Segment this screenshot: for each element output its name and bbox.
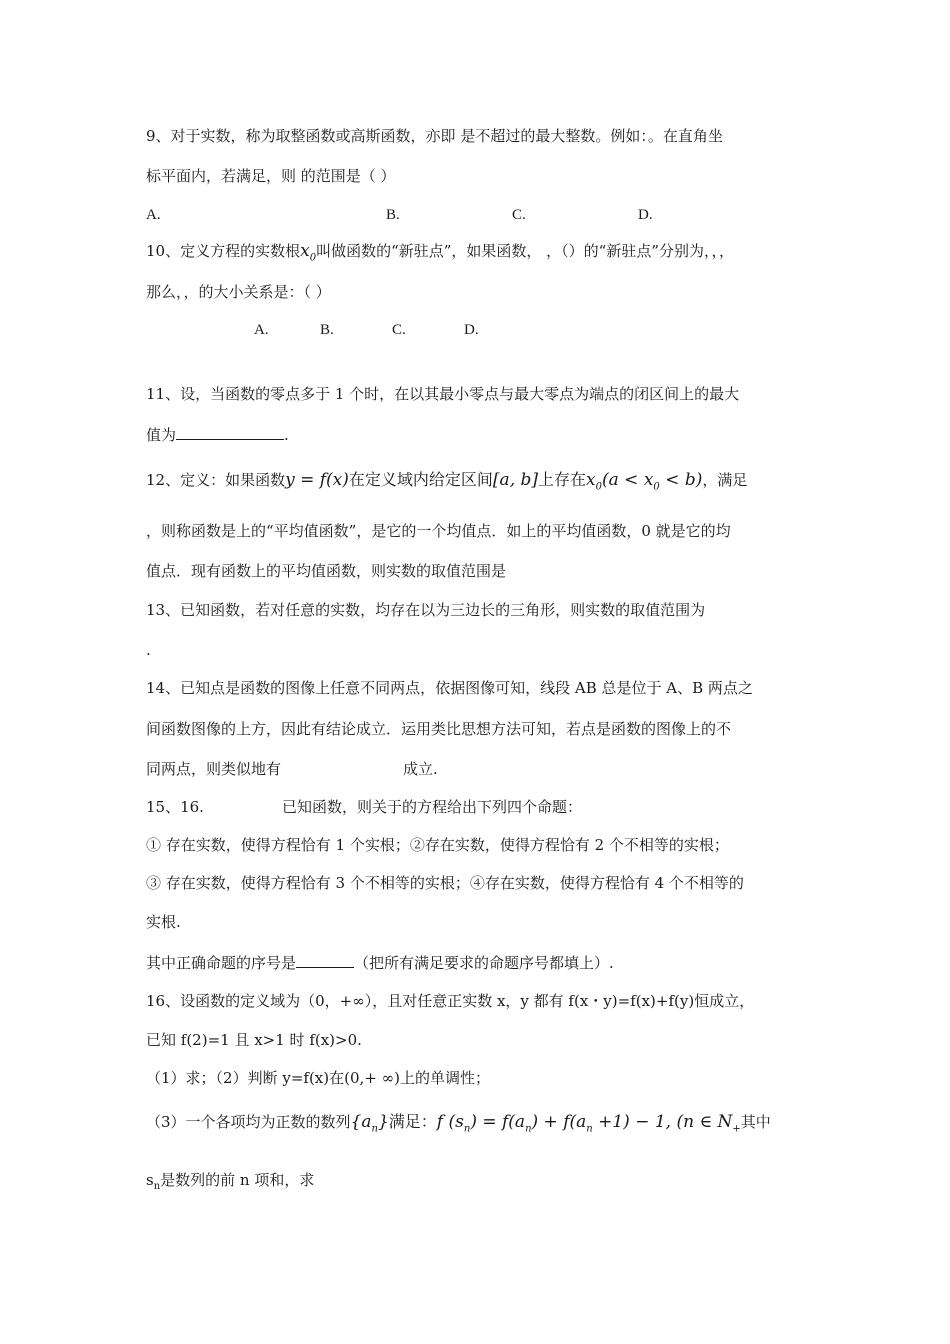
q11-line2-suffix: . — [284, 426, 289, 444]
q10-x0-sub: 0 — [309, 252, 317, 264]
q13-line1: 13、已知函数，若对任意的实数，均存在以为三边长的三角形，则实数的取值范围为 — [146, 601, 706, 619]
q15-propositions-line2: ③ 存在实数，使得方程恰有 3 个不相等的实根；④存在实数，使得方程恰有 4 个不相等的 — [146, 874, 744, 892]
q9-line2: 标平面内，若满足，则 的范围是（ ） — [146, 167, 396, 185]
q16-formula — [350, 1112, 741, 1135]
q16-line4-suffix: 其中 — [740, 1113, 771, 1131]
q12-suffix: ，满足 — [702, 471, 748, 489]
q16-line5-s: s — [146, 1171, 154, 1189]
q16-formula-seq-close: } — [377, 1112, 389, 1132]
q16-formula-eq-part2: ) = f(a — [470, 1112, 526, 1132]
q16-formula-eq-part1: f (s — [436, 1112, 464, 1132]
q12-formula-interval: [a, b] — [492, 470, 539, 490]
q13-line2: . — [146, 641, 151, 659]
q9-option-a: A. — [146, 207, 161, 223]
q12-formula-text2: 上存在 — [538, 470, 587, 489]
q12-line2: ，则称函数是上的“平均值函数”，是它的一个均值点．如上的平均值函数，0 就是它的均 — [146, 522, 731, 540]
q16-line2: 已知 f(2)=1 且 x>1 时 f(x)>0. — [146, 1031, 362, 1049]
q16-line4-prefix: （3）一个各项均为正数的数列 — [146, 1113, 351, 1131]
q15-propositions-line3: 实根. — [146, 913, 181, 931]
q12-formula — [285, 470, 703, 493]
q16-formula-eq-part4: +1) − 1, (n ∈ N — [592, 1112, 733, 1132]
q12-formula-func: y = f(x) — [285, 470, 349, 490]
q15-answer-blank[interactable] — [296, 951, 354, 968]
q12-formula-text1: 在定义域内给定区间 — [348, 470, 493, 489]
q10-option-c: C. — [392, 322, 406, 338]
q16-formula-equation — [436, 1112, 741, 1135]
q12-formula-x0-sub: 0 — [595, 481, 602, 493]
q12-formula-cond-sub: 0 — [653, 481, 660, 493]
q12-formula-x0-var: x — [586, 470, 596, 490]
q14-line3 — [146, 759, 438, 779]
q15-answer-line — [146, 951, 614, 973]
q14-line2: 间函数图像的上方，因此有结论成立．运用类比思想方法可知，若点是函数的图像上的不 — [146, 720, 732, 738]
q12-formula-x0 — [586, 470, 602, 493]
q9-option-b: B. — [386, 207, 400, 223]
q16-line3: （1）求；（2）判断 y=f(x)在(0,+ ∞)上的单调性； — [146, 1069, 490, 1087]
q16-formula-eq-part3: ) + f(a — [531, 1112, 587, 1132]
q15-propositions-line1: ① 存在实数，使得方程恰有 1 个实根；②存在实数，使得方程恰有 2 个不相等的实根； — [146, 836, 729, 854]
q10-x0 — [300, 241, 317, 264]
q11-line2 — [146, 423, 289, 445]
q16-line5-rest: 是数列的前 n 项和，求 — [160, 1171, 315, 1189]
q15-answer-prefix: 其中正确命题的序号是 — [146, 954, 297, 972]
q10-x0-var: x — [300, 241, 310, 261]
q10-option-a: A. — [254, 322, 269, 338]
q12-formula-cond-a: (a < x — [602, 470, 654, 490]
q12-line3: 值点．现有函数上的平均值函数，则实数的取值范围是 — [146, 562, 507, 580]
q12-line1 — [146, 470, 747, 497]
q16-formula-seq — [350, 1112, 389, 1135]
q12-prefix: 12、定义：如果函数 — [146, 471, 286, 489]
q16-formula-eq-sub2: n — [525, 1123, 532, 1135]
q16-formula-text: 满足： — [388, 1112, 437, 1131]
q15-intro: 已知函数，则关于的方程给出下列四个命题： — [282, 798, 583, 816]
q16-line5 — [146, 1170, 314, 1197]
q10-line1-suffix: 叫做函数的“新驻点”，如果函数， ，（）的“新驻点”分别为，，， — [316, 242, 735, 260]
q14-line3-prefix: 同两点，则类似地有 — [146, 760, 282, 778]
q10-line1-prefix: 10、定义方程的实数根 — [146, 242, 301, 260]
q14-line1: 14、已知点是函数的图像上任意不同两点，依据图像可知，线段 AB 总是位于 A、B 两点之 — [146, 679, 753, 697]
q10-option-d: D. — [464, 322, 479, 338]
q16-formula-eq-sub1: n — [463, 1123, 471, 1135]
q16-line4 — [146, 1112, 771, 1139]
q9-option-c: C. — [512, 207, 526, 223]
q12-formula-cond-b: < b) — [659, 470, 703, 490]
q16-line1: 16、设函数的定义域为（0，+∞），且对任意正实数 x，y 都有 f(x・y)=f(x)+f(y)恒成立， — [146, 992, 755, 1010]
q11-line1: 11、设，当函数的零点多于 1 个时，在以其最小零点与最大零点为端点的闭区间上的最大 — [146, 385, 740, 403]
q15-answer-suffix: （把所有满足要求的命题序号都填上）. — [354, 954, 614, 972]
q12-formula-cond — [602, 470, 703, 493]
q16-formula-eq-sub4: + — [732, 1123, 741, 1135]
q10-line2: 那么，，的大小关系是：（ ） — [146, 283, 331, 301]
q16-formula-eq-sub3: n — [586, 1123, 593, 1135]
q10-option-b: B. — [320, 322, 334, 338]
q11-answer-blank[interactable] — [176, 423, 284, 440]
q9-option-d: D. — [638, 207, 653, 223]
q14-line3-suffix: 成立. — [403, 760, 438, 778]
q9-line1: 9、对于实数，称为取整函数或高斯函数，亦即 是不超过的最大整数。例如：。在直角坐 — [146, 127, 723, 145]
q11-line2-prefix: 值为 — [146, 426, 177, 444]
q15-label: 15、16. — [146, 798, 204, 816]
q16-line5-sub: n — [153, 1181, 161, 1192]
q16-formula-seq-a: {a — [350, 1112, 372, 1132]
q10-line1 — [146, 241, 734, 268]
q16-formula-seq-sub: n — [371, 1123, 378, 1135]
